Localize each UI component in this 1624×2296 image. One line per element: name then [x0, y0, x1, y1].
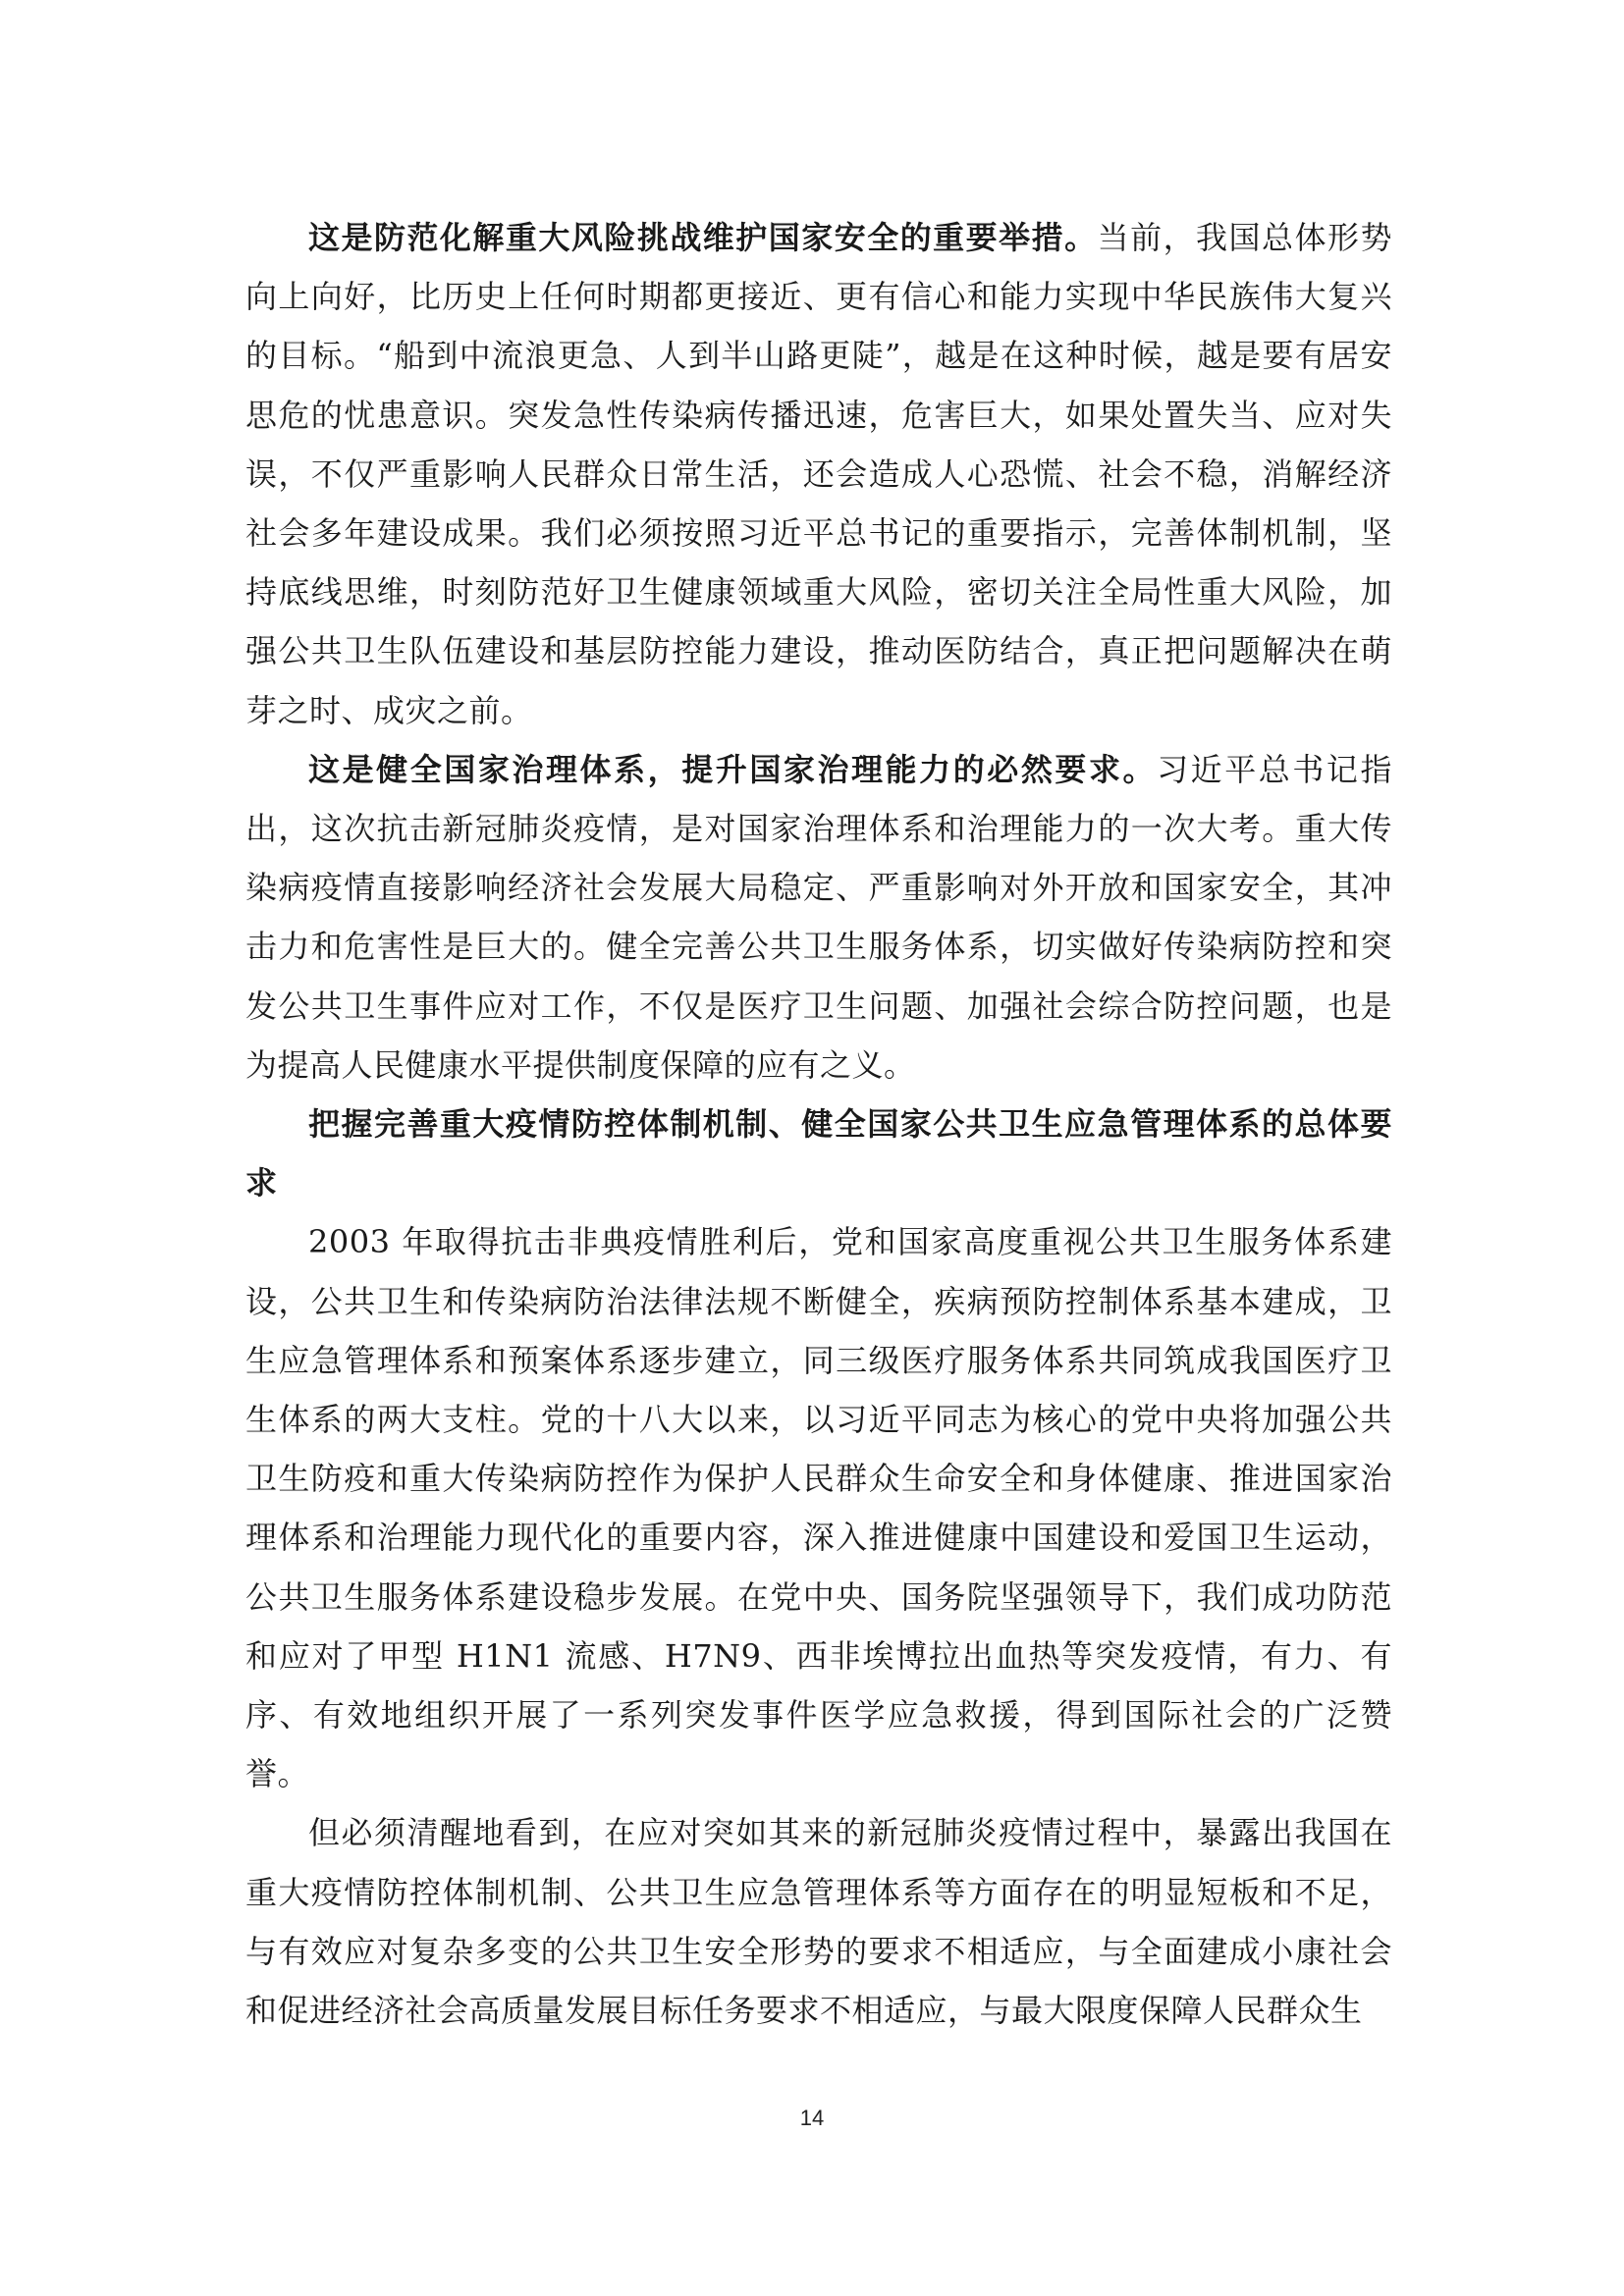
paragraph-body: 当前，我国总体形势向上向好，比历史上任何时期都更接近、更有信心和能力实现中华民族伟大复兴的目标。“船到中流浪更急、人到半山路更陡”，越是在这种时候，越是要有居安思危的忧患意识。突发急性传染病传播迅速，危害巨大，如果处置失当、应对失误，不仅严重影响人民群众日常生活，还会造成人心恐慌、社会不稳，消解经济社会多年建设成果。我们必须按照习近平总书记的重要指示，完善体制机制，坚持底线思维，时刻防范好卫生健康领域重大风险，密切关注全局性重大风险，加强公共卫生队伍建设和基层防控能力建设，推动医防结合，真正把问题解决在萌芽之时、成灾之前。 [245, 219, 1392, 729]
paragraph-shortcomings: 但必须清醒地看到，在应对突如其来的新冠肺炎疫情过程中，暴露出我国在重大疫情防控体制机制、公共卫生应急管理体系等方面存在的明显短板和不足，与有效应对复杂多变的公共卫生安全形势的要求不相适应，与全面建成小康社会和促进经济社会高质量发展目标任务要求不相适应，与最大限度保障人民群众生 [245, 1814, 1392, 2030]
page-content [245, 208, 1392, 2040]
paragraph-lead: 这是防范化解重大风险挑战维护国家安全的重要举措。 [308, 219, 1098, 256]
section-heading: 把握完善重大疫情防控体制机制、健全国家公共卫生应急管理体系的总体要求 [245, 1105, 1392, 1202]
page-number: 14 [799, 2106, 825, 2130]
paragraph-governance [245, 740, 1392, 1095]
paragraph-national-security [245, 208, 1392, 740]
paragraph-lead: 这是健全国家治理体系，提升国家治理能力的必然要求。 [308, 750, 1158, 788]
paragraph-body: 习近平总书记指出，这次抗击新冠肺炎疫情，是对国家治理体系和治理能力的一次大考。重大传染病疫情直接影响经济社会发展大局稳定、严重影响对外开放和国家安全，其冲击力和危害性是巨大的。健全完善公共卫生服务体系，切实做好传染病防控和突发公共卫生事件应对工作，不仅是医疗卫生问题、加强社会综合防控问题，也是为提高人民健康水平提供制度保障的应有之义。 [245, 750, 1392, 1084]
paragraph-history: 2003 年取得抗击非典疫情胜利后，党和国家高度重视公共卫生服务体系建设，公共卫生和传染病防治法律法规不断健全，疾病预防控制体系基本建成，卫生应急管理体系和预案体系逐步建立，同三级医疗服务体系共同筑成我国医疗卫生体系的两大支柱。党的十八大以来，以习近平同志为核心的党中央将加强公共卫生防疫和重大传染病防控作为保护人民群众生命安全和身体健康、推进国家治理体系和治理能力现代化的重要内容，深入推进健康中国建设和爱国卫生运动，公共卫生服务体系建设稳步发展。在党中央、国务院坚强领导下，我们成功防范和应对了甲型 H1N1 流感、H7N9、西非埃博拉出血热等突发疫情，有力、有序、有效地组织开展了一系列突发事件医学应急救援，得到国际社会的广泛赞誉。 [245, 1223, 1392, 1793]
